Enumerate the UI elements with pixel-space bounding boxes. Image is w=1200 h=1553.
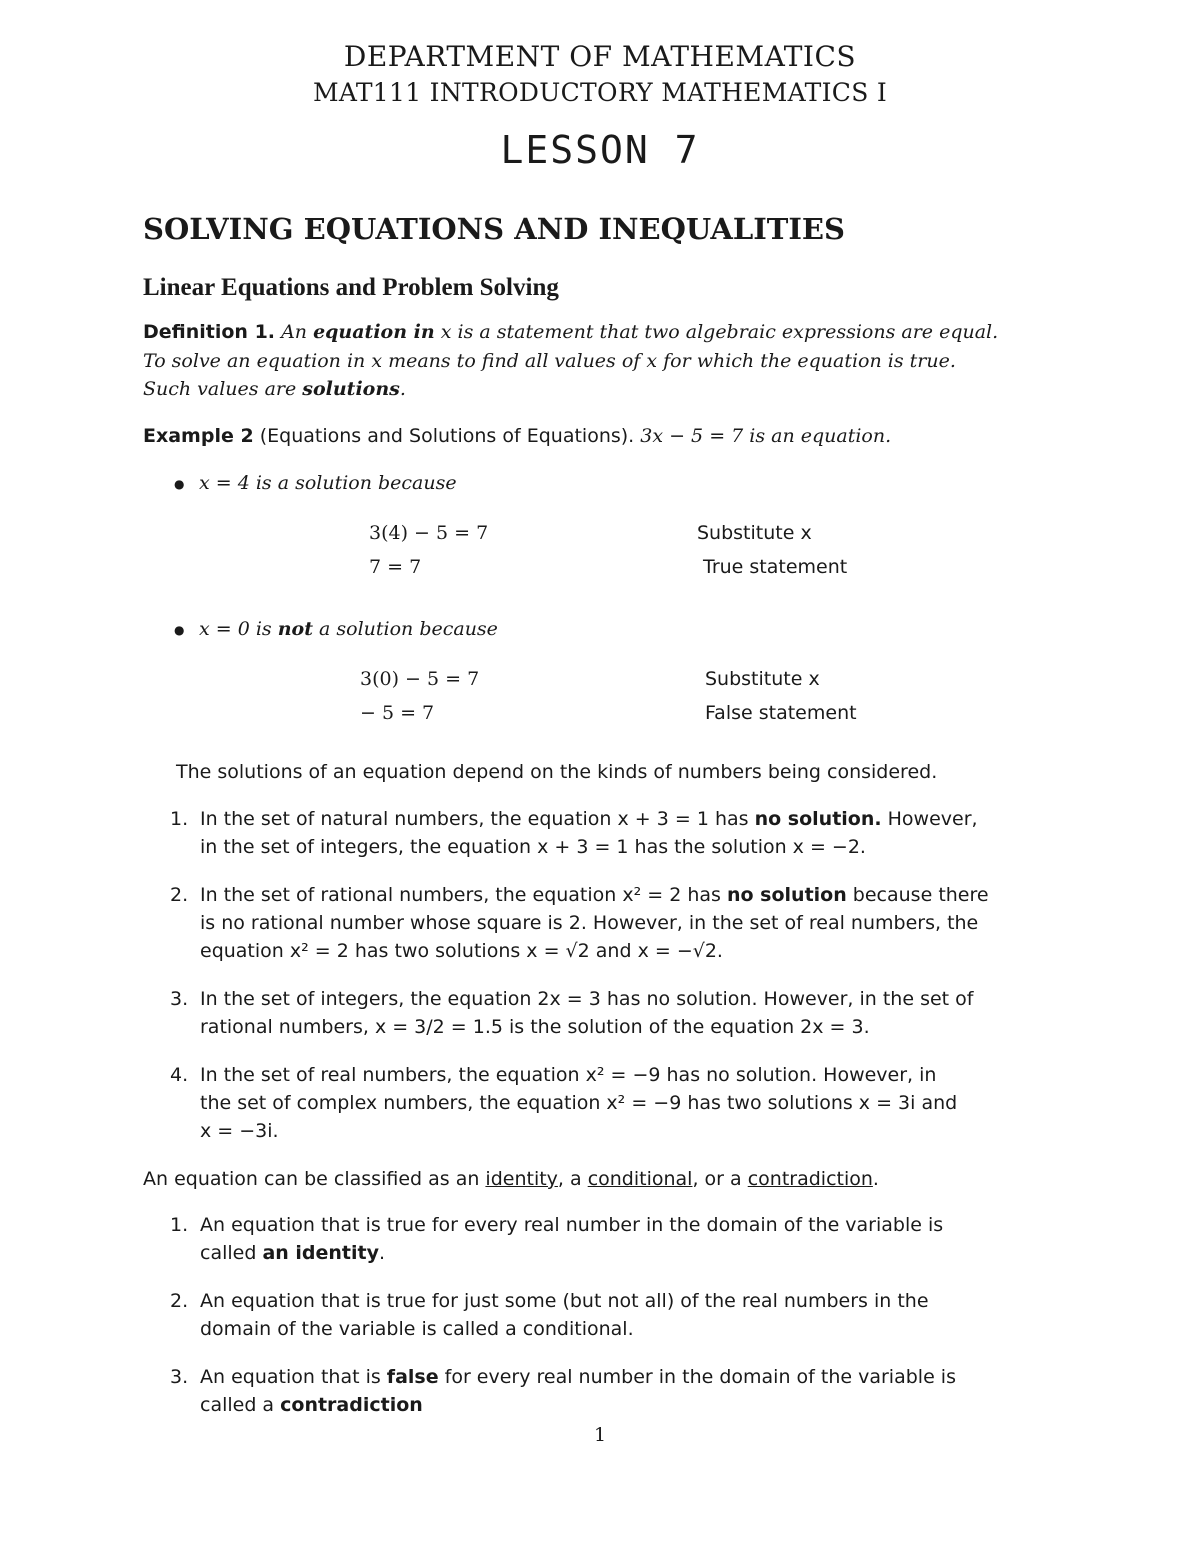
list-2-item-2-number: 2.: [170, 1290, 189, 1312]
department-heading: DEPARTMENT OF MATHEMATICS: [343, 40, 857, 73]
course-heading: MAT111 INTRODUCTORY MATHEMATICS I: [312, 78, 888, 107]
contradiction-term: contradiction: [747, 1168, 873, 1190]
subsection-title: Linear Equations and Problem Solving: [143, 274, 559, 301]
list-1-item-1-number: 1.: [170, 808, 189, 830]
list-1-item-1-line-1: In the set of natural numbers, the equation x + 3 = 1 has no solution. However,: [200, 808, 978, 830]
list-1-item-3-line-1: In the set of integers, the equation 2x = 3 has no solution. However, in the set of: [200, 988, 974, 1010]
definition-line-3: Such values are solutions.: [143, 378, 406, 400]
list-2-item-1-line-2: called an identity.: [200, 1242, 386, 1264]
bullet-1-equation-1: 3(4) − 5 = 7: [369, 522, 489, 544]
list-1-item-1-line-2: in the set of integers, the equation x + 3 = 1 has the solution x = −2.: [200, 836, 866, 858]
conditional-term: conditional: [587, 1168, 693, 1190]
list-1-item-2-line-2: is no rational number whose square is 2. However, in the set of real numbers, the: [200, 912, 979, 934]
list-2-item-3-number: 3.: [170, 1366, 189, 1388]
example-label: Example 2: [143, 425, 254, 447]
list-2-item-2-line-2: domain of the variable is called a conditional.: [200, 1318, 634, 1340]
bullet-2-note-2: False statement: [705, 702, 857, 724]
bullet-2-equation-2: − 5 = 7: [360, 702, 435, 724]
bullet-1-equation-2: 7 = 7: [369, 556, 422, 578]
classification-sentence: An equation can be classified as an identity, a conditional, or a contradiction.: [143, 1168, 879, 1190]
section-title: SOLVING EQUATIONS AND INEQUALITIES: [143, 212, 845, 246]
bullet-1-text: x = 4 is a solution because: [199, 472, 457, 494]
list-1-item-4-line-2: the set of complex numbers, the equation x² = −9 has two solutions x = 3i and: [200, 1092, 958, 1114]
list-1-item-4-line-1: In the set of real numbers, the equation x² = −9 has no solution. However, in: [200, 1064, 937, 1086]
list-1-item-3-line-2: rational numbers, x = 3/2 = 1.5 is the solution of the equation 2x = 3.: [200, 1016, 870, 1038]
definition-line-1: Definition 1. An equation in x is a statement that two algebraic expressions are equal.: [143, 321, 999, 343]
list-1-item-2-number: 2.: [170, 884, 189, 906]
list-1-item-4-line-3: x = −3i.: [200, 1120, 279, 1142]
list-2-item-3-line-1: An equation that is false for every real number in the domain of the variable is: [200, 1366, 956, 1388]
bullet-1-note-2: True statement: [703, 556, 848, 578]
definition-line-2: To solve an equation in x means to find all values of x for which the equation is true.: [143, 350, 956, 372]
page-number: 1: [593, 1424, 607, 1446]
identity-term: identity: [485, 1168, 558, 1190]
bullet-2-note-1: Substitute x: [705, 668, 820, 690]
solutions-intro: The solutions of an equation depend on the kinds of numbers being considered.: [176, 761, 938, 783]
list-1-item-4-number: 4.: [170, 1064, 189, 1086]
definition-label: Definition 1.: [143, 321, 276, 343]
list-2-item-1-number: 1.: [170, 1214, 189, 1236]
bullet-icon: ●: [174, 477, 185, 491]
list-2-item-3-line-2: called a contradiction: [200, 1394, 423, 1416]
bullet-2-text: x = 0 is not a solution because: [199, 618, 498, 640]
list-2-item-1-line-1: An equation that is true for every real number in the domain of the variable is: [200, 1214, 944, 1236]
example-heading: Example 2 (Equations and Solutions of Equations). 3x − 5 = 7 is an equation.: [143, 425, 892, 447]
list-1-item-2-line-1: In the set of rational numbers, the equation x² = 2 has no solution because there: [200, 884, 989, 906]
list-2-item-2-line-1: An equation that is true for just some (but not all) of the real numbers in the: [200, 1290, 929, 1312]
list-1-item-3-number: 3.: [170, 988, 189, 1010]
bullet-1-note-1: Substitute x: [697, 522, 812, 544]
list-1-item-2-line-3: equation x² = 2 has two solutions x = √2 and x = −√2.: [200, 940, 723, 962]
bullet-2-equation-1: 3(0) − 5 = 7: [360, 668, 480, 690]
bullet-icon: ●: [174, 623, 185, 637]
lesson-heading: LESSON 7: [500, 128, 700, 172]
